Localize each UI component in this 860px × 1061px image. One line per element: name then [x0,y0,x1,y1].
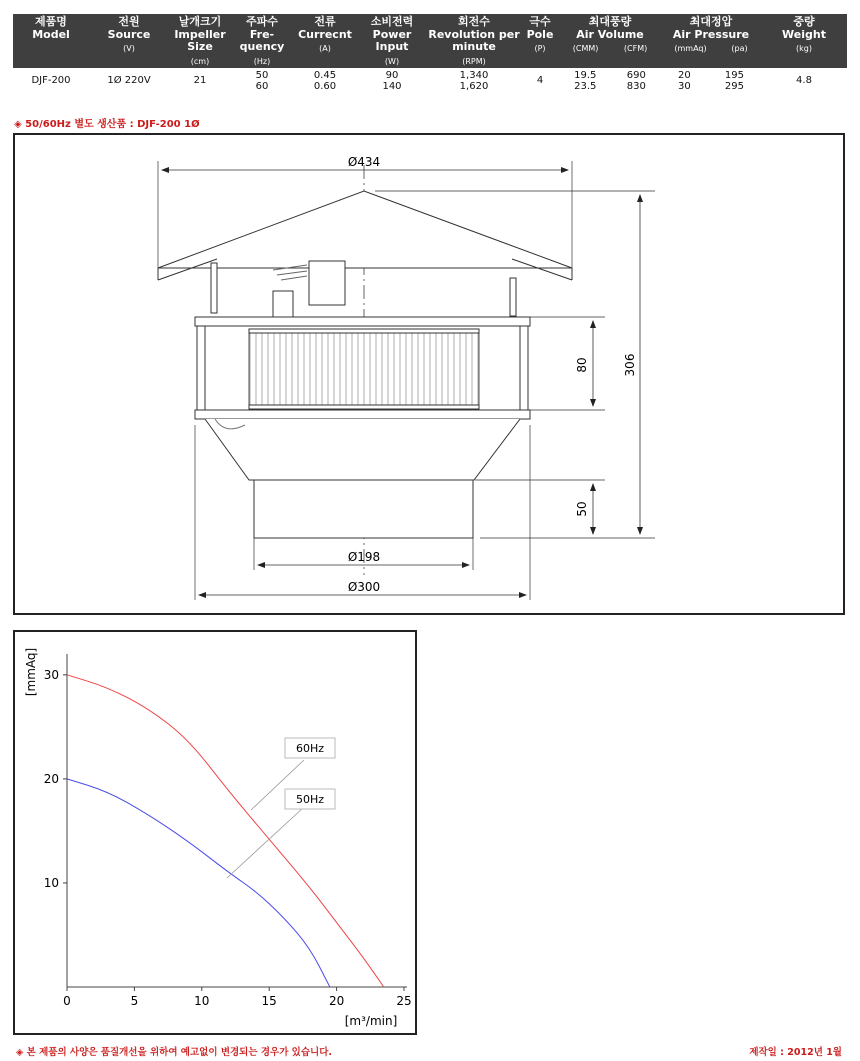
performance-chart [13,630,417,1035]
performance-chart-svg [15,632,415,1033]
dim-top-label: Ø434 [347,155,381,169]
hood-post-left [211,263,217,313]
motor-bracket [309,261,345,305]
header-pole: 극수 Pole (P) [521,14,559,68]
series-line-50hz [67,779,330,987]
y-tick-label: 10 [43,875,59,890]
spec-header-row [13,14,847,68]
x-tick-label: 25 [396,994,412,1008]
cell-pole: 4 [536,75,544,86]
header-air-pressure: 최대정압 Air Pressure (mmAq) (pa) [661,14,761,68]
series-line-60hz [67,675,384,987]
header-source: 전원 Source (V) [89,14,169,68]
header-rpm: 회전수 Revolution per minute (RPM) [428,15,520,66]
dim-inner-label: Ø198 [347,550,381,564]
technical-drawing [13,133,845,615]
x-tick-label: 5 [130,994,139,1008]
roof-hood [158,191,572,268]
cell-power: 90 140 [382,69,402,92]
cell-air-volume: 19.5 690 23.5 830 [574,69,646,92]
cell-rpm: 1,340 1,620 [459,69,489,92]
y-tick-label: 30 [43,667,59,682]
housing-ring-top [195,317,530,326]
y-axis-label: [mmAq] [24,647,38,697]
header-model: 제품명 Model [13,14,89,68]
x-tick-label: 20 [328,994,345,1008]
cell-source: 1Ø 220V [107,75,151,86]
inlet-duct [254,480,473,538]
spec-table [13,14,847,96]
inlet-cone [205,419,520,480]
cell-frequency: 50 60 [255,69,269,92]
cell-air-pressure: 20 195 30 295 [678,69,744,92]
y-tick-label: 20 [43,771,59,786]
header-weight: 중량 Weight (kg) [761,14,847,68]
dim-duct-label: 50 [575,501,589,517]
cell-model: DJF-200 [31,75,71,86]
impeller-blades [249,332,479,406]
production-note: ◈ 50/60Hz 별도 생산품 : DJF-200 1Ø [14,119,200,130]
dim-height-label: 306 [623,353,637,377]
x-axis-label: [m³/min] [344,1014,398,1028]
cell-weight: 4.8 [796,75,812,86]
legend-label-50hz: 50Hz [295,793,325,806]
fan-drawing-svg [15,135,843,613]
header-impeller: 날개크기 Impeller Size (cm) [169,14,231,68]
legend-label-60hz: 60Hz [295,742,325,755]
dim-blade-label: 80 [575,357,589,373]
header-current: 전류 Currecnt (A) [293,14,357,68]
dim-outer-label: Ø300 [347,580,381,594]
housing-ring-bottom [195,410,530,419]
x-tick-label: 15 [261,994,277,1008]
spec-data-row [13,68,847,96]
header-frequency: 주파수 Fre- quency (Hz) [231,14,293,68]
hood-post-right [510,278,516,316]
footer-date: 제작일 : 2012년 1월 [749,1047,842,1058]
x-tick-label: 0 [63,994,71,1008]
footer-note: ◈ 본 제품의 사양은 품질개선을 위하여 예고없이 변경되는 경우가 있습니다. [16,1047,332,1058]
cell-current: 0.45 0.60 [313,69,337,92]
cell-impeller: 21 [193,75,207,86]
header-air-volume: 최대풍량 Air Volume (CMM) (CFM) [559,14,661,68]
header-power: 소비전력 Power Input (W) [357,14,427,68]
x-tick-label: 10 [194,994,210,1008]
